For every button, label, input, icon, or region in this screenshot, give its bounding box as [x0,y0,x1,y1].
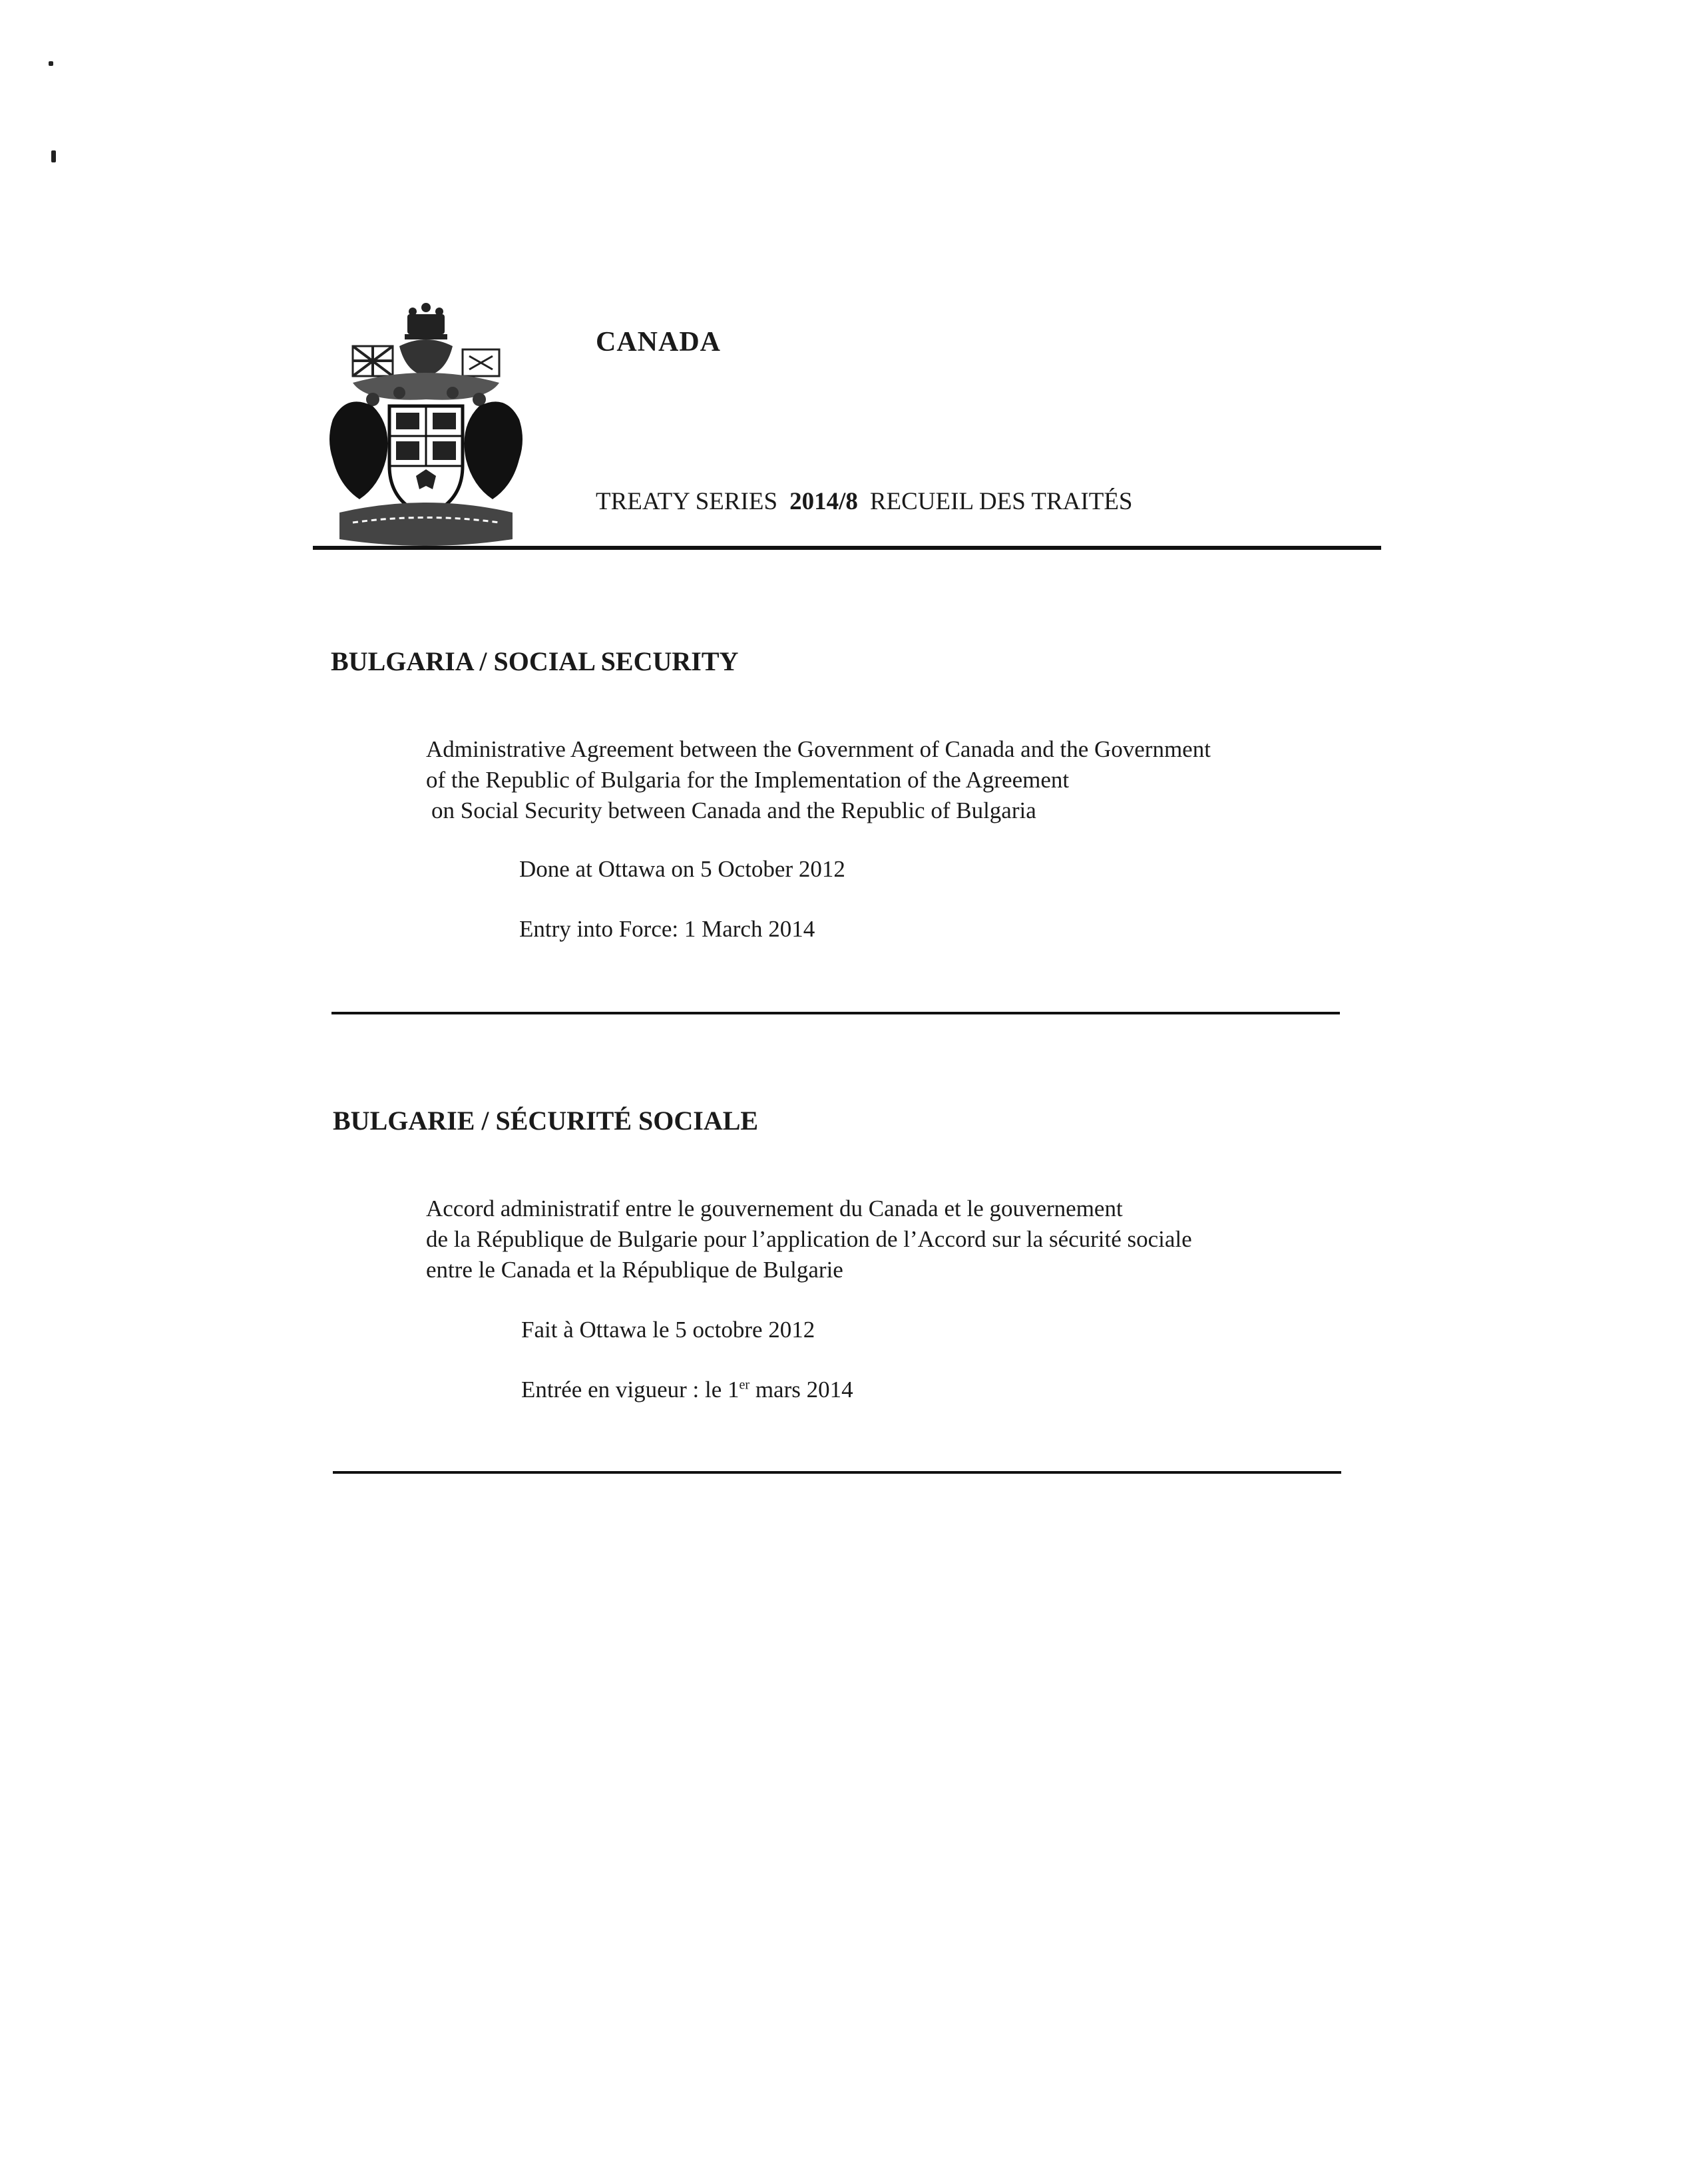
french-description [426,1194,1192,1285]
french-entry-into-force [521,1375,853,1405]
french-entry-prefix: Entrée en vigueur : le 1 [521,1377,740,1403]
french-entry-superscript: er [739,1377,750,1393]
coat-of-arms-of-canada-icon [326,300,526,552]
french-heading: BULGARIE / SÉCURITÉ SOCIALE [333,1106,759,1136]
english-description-line: Administrative Agreement between the Government of Canada and the Government [426,736,1211,762]
english-done-at: Done at Ottawa on 5 October 2012 [519,856,845,882]
french-description-line: de la République de Bulgarie pour l’application de l’Accord sur la sécurité sociale [426,1226,1192,1252]
header-rule [313,546,1381,550]
french-description-line: Accord administratif entre le gouvernement du Canada et le gouvernement [426,1196,1123,1221]
scan-speck [51,150,56,162]
english-description-line: of the Republic of Bulgaria for the Implementation of the Agreement [426,767,1070,793]
footer-rule [333,1471,1341,1474]
country-title: CANADA [596,327,721,357]
english-heading: BULGARIA / SOCIAL SECURITY [331,646,739,676]
series-label-fr: RECUEIL DES TRAITÉS [869,488,1133,515]
series-number: 2014/8 [789,488,858,515]
french-description-line: entre le Canada et la République de Bulgarie [426,1257,843,1283]
english-entry-into-force: Entry into Force: 1 March 2014 [519,916,815,942]
series-label-en: TREATY SERIES [596,488,778,515]
english-description [426,734,1211,826]
french-entry-suffix: mars 2014 [749,1377,853,1403]
treaty-series-line [596,487,1133,516]
french-done-at: Fait à Ottawa le 5 octobre 2012 [521,1317,815,1343]
scan-speck [49,61,53,66]
english-description-line: on Social Security between Canada and the Republic of Bulgaria [431,797,1036,823]
section-rule [331,1012,1340,1014]
